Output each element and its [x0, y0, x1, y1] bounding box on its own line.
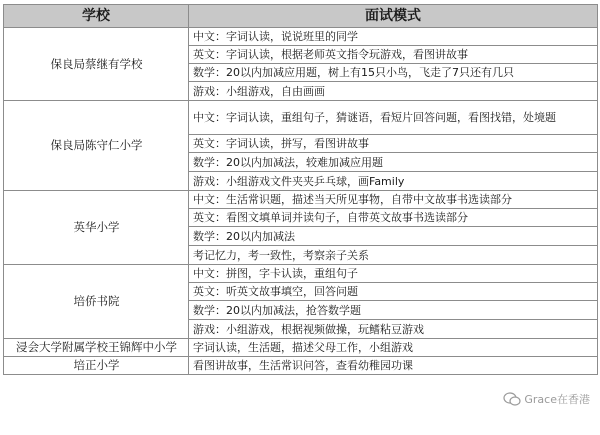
wechat-icon	[503, 392, 521, 406]
interview-item: 考记忆力，考一致性，考察亲子关系	[189, 246, 598, 265]
interview-item: 字词认读，生活题，描述父母工作，小组游戏	[189, 339, 598, 357]
interview-item: 游戏：小组游戏，根据视频做操，玩鳍粘豆游戏	[189, 320, 598, 339]
interview-table	[3, 4, 598, 375]
interview-item: 数学：20以内加减应用题，树上有15只小鸟，飞走了7只还有几只	[189, 64, 598, 82]
header-mode: 面试模式	[189, 5, 598, 28]
interview-item: 英文：看图文填单词并读句子，自带英文故事书选读部分	[189, 209, 598, 227]
school-name: 保良局陈守仁小学	[4, 101, 189, 191]
interview-item: 游戏：小组游戏文件夹夹乒乓球，画Family	[189, 172, 598, 191]
interview-item: 中文：生活常识题，描述当天所见事物，自带中文故事书选读部分	[189, 191, 598, 209]
interview-item: 中文：拼图，字卡认读，重组句子	[189, 265, 598, 283]
interview-item: 游戏：小组游戏，自由画画	[189, 82, 598, 101]
interview-item: 看图讲故事，生活常识问答，查看幼稚园功课	[189, 357, 598, 375]
table-row	[4, 339, 598, 357]
header-school: 学校	[4, 5, 189, 28]
school-name: 英华小学	[4, 191, 189, 265]
watermark-text: Grace在香港	[524, 393, 590, 406]
table-row	[4, 101, 598, 135]
interview-item: 数学：20以内加减法，较难加减应用题	[189, 153, 598, 172]
table-row	[4, 357, 598, 375]
watermark	[503, 391, 590, 407]
school-name: 保良局蔡继有学校	[4, 28, 189, 101]
table-body	[4, 28, 598, 375]
interview-item: 数学：20以内加减法	[189, 227, 598, 246]
school-name: 培正小学	[4, 357, 189, 375]
interview-item: 中文：字词认读，说说班里的同学	[189, 28, 598, 46]
table-row	[4, 265, 598, 283]
header-row	[4, 5, 598, 28]
interview-item: 英文：字词认读，根据老师英文指令玩游戏，看图讲故事	[189, 46, 598, 64]
interview-item: 中文：字词认读，重组句子，猜谜语，看短片回答问题，看图找错，处境题	[189, 101, 598, 135]
school-name: 培侨书院	[4, 265, 189, 339]
interview-item: 数学：20以内加减法，抢答数学题	[189, 301, 598, 320]
school-name: 浸会大学附属学校王锦辉中小学	[4, 339, 189, 357]
interview-item: 英文：听英文故事填空，回答问题	[189, 283, 598, 301]
table-row	[4, 191, 598, 209]
interview-item: 英文：字词认读，拼写，看图讲故事	[189, 135, 598, 153]
table-row	[4, 28, 598, 46]
